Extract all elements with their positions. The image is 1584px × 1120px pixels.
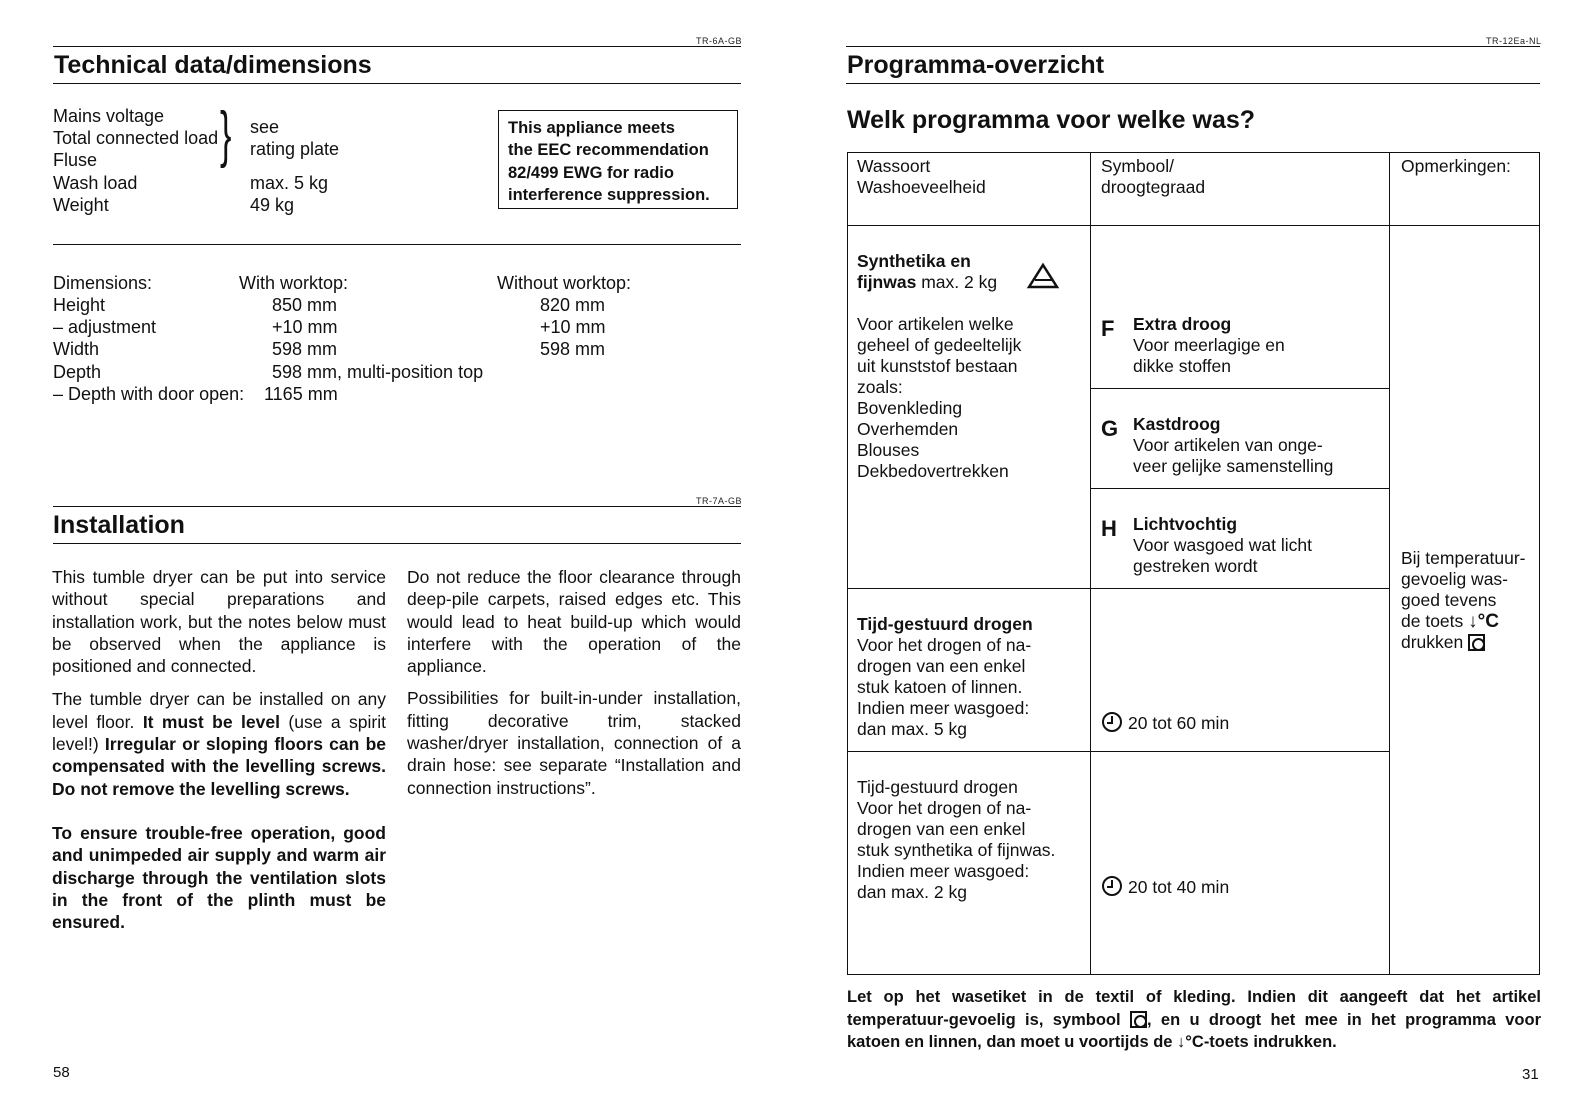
body-line: Indien meer wasgoed: (857, 861, 1030, 881)
row-divider (1090, 488, 1390, 489)
doc-code: TR-12Ea-NL (1486, 36, 1542, 46)
spec-label: Wash load (53, 173, 138, 193)
note-text: Let op het wasetiket in de textil of kleding. Indien dit aangeeft dat het artikel temperatuur-gevoelig is, symbool (847, 988, 1541, 1029)
header-divider (847, 225, 1540, 226)
body-line: stuk synthetika of fijnwas. (857, 840, 1056, 860)
top-rule (53, 46, 741, 47)
dim-label: Width (53, 339, 100, 359)
body-line: Tijd-gestuurd drogen (857, 777, 1018, 797)
body-line: drogen van een enkel (857, 819, 1026, 839)
section-title: Programma-overzicht (847, 51, 1105, 79)
body-line: Bovenkleding (857, 398, 963, 418)
body-line: Blouses (857, 440, 920, 460)
body-line: Dekbedovertrekken (857, 461, 1009, 481)
program-desc: Voor wasgoed wat licht (1133, 535, 1312, 555)
temp-symbol: ↓°C (1468, 611, 1499, 632)
section-rule (53, 506, 741, 507)
program-g (1133, 414, 1333, 477)
dimensions-header: Dimensions: (53, 273, 153, 293)
synthetika-body (857, 314, 1021, 482)
divider (53, 244, 741, 245)
body-line: Indien meer wasgoed: (857, 698, 1030, 718)
body-line: drogen van een enkel (857, 656, 1026, 676)
program-desc: Voor artikelen van onge- (1133, 435, 1323, 455)
header-line: Washoeveelheid (857, 177, 986, 197)
body-line: Voor artikelen welke (857, 314, 1014, 334)
dim-with: 598 mm (272, 339, 338, 359)
note-text: , en u droogt het mee in het programma voor katoen en linnen, dan moet u voortijds de (847, 1010, 1542, 1051)
body-line: Overhemden (857, 419, 959, 439)
remark-line: Bij temperatuur- (1401, 548, 1526, 568)
dim-label: Depth (53, 362, 102, 382)
body-line: dan max. 2 kg (857, 882, 967, 902)
program-h (1133, 514, 1312, 577)
header-line: Wassoort (857, 156, 931, 176)
duration: 20 tot 40 min (1128, 877, 1230, 897)
program-desc: veer gelijke samenstelling (1133, 456, 1334, 476)
section-title: Installation (53, 511, 185, 539)
synthetika-title (857, 251, 997, 293)
paragraph: This tumble dryer can be put into service without special preparations and installation work, but the notes below must be observed when the appliance is positioned and connected. (52, 567, 386, 677)
spec-value: 49 kg (250, 195, 295, 215)
program-desc: dikke stoffen (1133, 356, 1231, 376)
paragraph (52, 688, 386, 799)
program-desc: Voor meerlagige en (1133, 335, 1285, 355)
paragraph: Possibilities for built-in-under installation, fitting decorative trim, stacked washer/dryer installation, connection of a drain hose: see separate “Installation and connection instructions”. (407, 688, 741, 798)
program-name: Extra droog (1133, 314, 1232, 334)
col-with-header: With worktop: (239, 273, 349, 293)
care-label-note (847, 986, 1541, 1054)
body-line: Voor het drogen of na- (857, 798, 1032, 818)
body-line: Voor het drogen of na- (857, 635, 1032, 655)
row-divider (847, 751, 1390, 752)
dim-with: 1165 mm (264, 384, 338, 404)
doc-code: TR-7A-GB (696, 496, 743, 506)
header-line: Symbool/ (1101, 156, 1174, 176)
dim-label: Height (53, 295, 106, 315)
header-line: droogtegraad (1101, 177, 1206, 197)
program-f (1133, 314, 1285, 377)
column-divider (1090, 152, 1091, 975)
delicate-triangle-icon (1026, 262, 1060, 290)
program-name: Kastdroog (1133, 414, 1221, 434)
installation-col2 (407, 566, 741, 799)
timed-drying-2 (857, 777, 1055, 903)
spec-label: Total connected load (53, 128, 219, 148)
spec-label: Mains voltage (53, 106, 165, 126)
eec-line: This appliance meets (508, 119, 675, 137)
row-divider (847, 588, 1390, 589)
program-letter: H (1101, 516, 1117, 541)
spec-value: see (250, 117, 280, 137)
title-rule (53, 83, 741, 84)
body-line: zoals: (857, 377, 903, 397)
spec-value: rating plate (250, 139, 340, 159)
column-divider (1389, 152, 1390, 975)
note-text: -toets indrukken. (1203, 1033, 1337, 1051)
text: The tumble dryer can be installed on any level floor. (52, 689, 386, 732)
installation-col1 (52, 566, 386, 933)
header-wassoort (857, 156, 986, 198)
doc-code: TR-6A-GB (696, 36, 743, 46)
eec-line: the EEC recommendation (508, 141, 709, 160)
remark-line: goed tevens (1401, 590, 1497, 610)
body-line: dan max. 5 kg (857, 719, 967, 739)
body-line: uit kunststof bestaan (857, 356, 1018, 376)
spec-label: Fluse (53, 150, 98, 170)
duration: 20 tot 60 min (1128, 713, 1230, 733)
emphasis: Irregular or sloping floors can be compensated with the levelling screws. Do not remove the levelling screws. (52, 734, 386, 799)
body-line: geheel of gedeeltelijk (857, 335, 1022, 355)
timed-duration-1 (1102, 712, 1229, 734)
remark (1401, 548, 1526, 653)
brace: } (220, 100, 232, 169)
timed-duration-2 (1102, 876, 1229, 898)
paragraph: Do not reduce the floor clearance through deep-pile carpets, raised edges etc. This would lead to heat build-up which would interfere with the operation of the appliance. (407, 567, 741, 677)
dim-without: +10 mm (540, 317, 606, 337)
subtitle: Welk programma voor welke was? (847, 106, 1256, 134)
program-desc: gestreken wordt (1133, 556, 1258, 576)
spec-label: Weight (53, 195, 109, 215)
title-line: Synthetika en (857, 251, 971, 271)
program-letter: G (1101, 416, 1119, 441)
title-amount: max. 2 kg (916, 272, 998, 292)
eec-line: 82/499 EWG for radio (508, 163, 674, 182)
title-bold: fijnwas (857, 272, 917, 292)
temperature-sensitive-icon (1130, 1011, 1147, 1028)
paragraph: To ensure trouble-free operation, good and unimpeded air supply and warm air discharge through the ventilation slots in the front of the plinth must be ensured. (52, 822, 386, 933)
dim-label: – adjustment (53, 317, 157, 337)
section-title: Technical data/dimensions (54, 51, 372, 79)
emphasis: It must be level (142, 711, 280, 732)
spec-value: max. 5 kg (250, 173, 329, 193)
col-without-header: Without worktop: (497, 273, 632, 293)
dim-without: 598 mm (540, 339, 606, 359)
clock-icon (1102, 876, 1122, 896)
dim-with: +10 mm (272, 317, 338, 337)
dim-with: 850 mm (272, 295, 338, 315)
clock-icon (1102, 712, 1122, 732)
row-divider (1090, 388, 1390, 389)
temp-symbol: ↓°C (1177, 1033, 1204, 1051)
text: (use a spirit level!) (52, 711, 386, 755)
remark-line: de toets (1401, 611, 1469, 631)
header-symbool (1101, 156, 1205, 198)
title-rule (53, 543, 741, 544)
dim-without: 820 mm (540, 295, 606, 315)
program-name: Lichtvochtig (1133, 514, 1238, 534)
eec-line: interference suppression. (508, 185, 710, 204)
remark-line: drukken (1401, 632, 1469, 652)
timed-drying-1 (857, 614, 1033, 740)
top-rule (846, 46, 1540, 47)
page-number: 31 (1522, 1066, 1539, 1083)
dim-label: – Depth with door open: (53, 384, 245, 404)
body-line: stuk katoen of linnen. (857, 677, 1023, 697)
page-number: 58 (53, 1064, 70, 1081)
header-opmerkingen: Opmerkingen: (1401, 156, 1511, 176)
eec-notice-box (498, 110, 738, 209)
remark-line: gevoelig was- (1401, 569, 1508, 589)
temperature-sensitive-icon (1468, 634, 1485, 651)
timed-title: Tijd-gestuurd drogen (857, 614, 1033, 634)
program-letter: F (1101, 316, 1115, 341)
title-rule (846, 83, 1540, 84)
dim-with: 598 mm, multi-position top (272, 362, 484, 382)
